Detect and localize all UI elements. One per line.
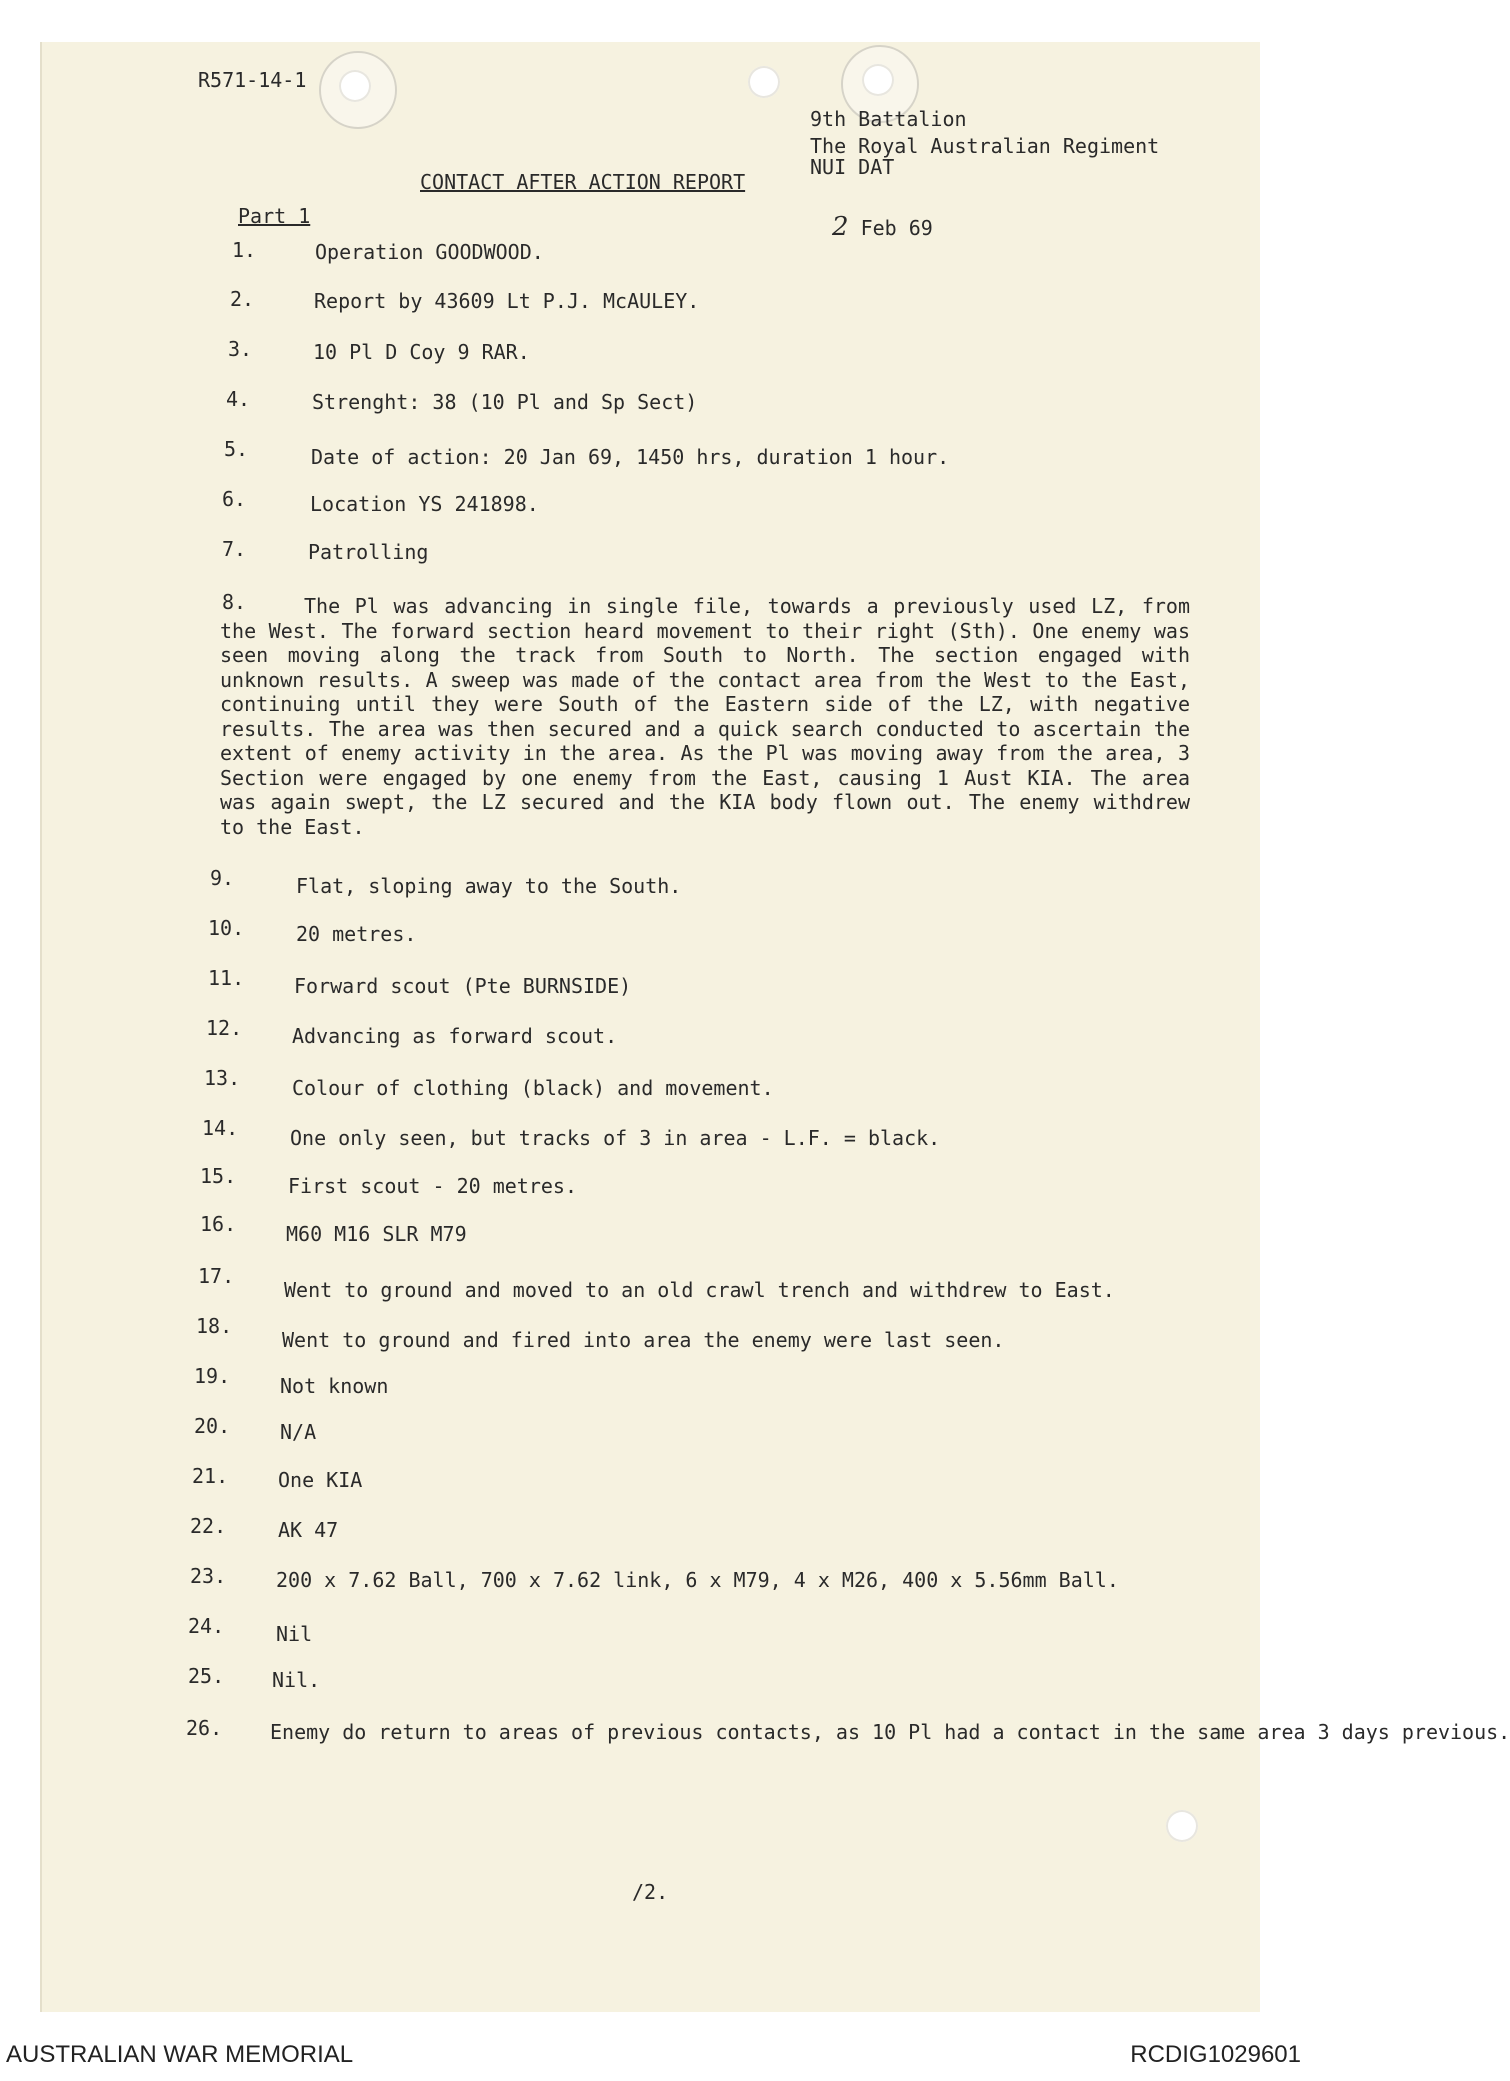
- unit-line-2: The Royal Australian Regiment: [810, 134, 1160, 158]
- item-number: 6.: [222, 487, 247, 511]
- punch-hole: [339, 70, 371, 102]
- item-text: 20 metres.: [296, 922, 417, 946]
- item-text: Went to ground and moved to an old crawl trench and withdrew to East.: [284, 1278, 1115, 1302]
- item-paragraph: The Pl was advancing in single file, towards a previously used LZ, from the West. The forward section heard movement to their right (Sth). One enemy was seen moving along the track from South to North. The section engaged with unknown results. A sweep was made of the contact area from the West to the East, continuing until they were South of the Eastern side of the LZ, with negative results. The area was then secured and a quick search conducted to ascertain the extent of enemy activity in the area. As the Pl was moving away from the area, 3 Section were engaged by one enemy from the East, causing 1 Aust KIA. The area was again swept, the LZ secured and the KIA body flown out. The enemy withdrew to the East.: [220, 594, 1190, 839]
- item-text: First scout - 20 metres.: [288, 1174, 577, 1198]
- item-number: 4.: [226, 387, 251, 411]
- item-number: 21.: [192, 1464, 229, 1488]
- item-number: 5.: [224, 437, 249, 461]
- item-text: AK 47: [278, 1518, 339, 1542]
- item-text: Colour of clothing (black) and movement.: [292, 1076, 774, 1100]
- item-text: Not known: [280, 1374, 389, 1398]
- item-number: 9.: [210, 866, 235, 890]
- item-text: Went to ground and fired into area the enemy were last seen.: [282, 1328, 1005, 1352]
- item-text: Nil.: [272, 1668, 321, 1692]
- unit-line-1: 9th Battalion: [810, 107, 967, 131]
- item-number: 10.: [208, 916, 245, 940]
- punch-hole: [862, 64, 894, 96]
- item-text: Forward scout (Pte BURNSIDE): [294, 974, 632, 998]
- unit-line-3: NUI DAT: [810, 155, 895, 179]
- item-text: Flat, sloping away to the South.: [296, 874, 682, 898]
- item-number: 7.: [222, 537, 247, 561]
- item-number: 25.: [188, 1664, 225, 1688]
- item-number: 16.: [200, 1212, 237, 1236]
- item-text: M60 M16 SLR M79: [286, 1222, 467, 1246]
- item-text: N/A: [280, 1420, 317, 1444]
- item-text: Nil: [276, 1622, 313, 1646]
- item-text: Advancing as forward scout.: [292, 1024, 618, 1048]
- item-number: 22.: [190, 1514, 227, 1538]
- punch-hole: [748, 66, 780, 98]
- item-text: Operation GOODWOOD.: [315, 240, 544, 264]
- item-text: Date of action: 20 Jan 69, 1450 hrs, duration 1 hour.: [311, 445, 950, 469]
- item-number: 2.: [230, 287, 255, 311]
- footer-record-id: RCDIG1029601: [1130, 2041, 1301, 2068]
- item-number: 19.: [194, 1364, 231, 1388]
- item-number: 24.: [188, 1614, 225, 1638]
- item-number: 17.: [198, 1264, 235, 1288]
- item-text: Strenght: 38 (10 Pl and Sp Sect): [312, 390, 698, 414]
- item-number: 13.: [204, 1066, 241, 1090]
- report-title: CONTACT AFTER ACTION REPORT: [420, 170, 746, 194]
- item-number: 23.: [190, 1564, 227, 1588]
- item-number: 20.: [194, 1414, 231, 1438]
- item-number: 14.: [202, 1116, 239, 1140]
- item-text: One only seen, but tracks of 3 in area - L.F. = black.: [290, 1126, 941, 1150]
- report-date: [832, 212, 933, 242]
- item-number: 3.: [228, 337, 253, 361]
- item-text: Location YS 241898.: [310, 492, 539, 516]
- item-text: One KIA: [278, 1468, 363, 1492]
- file-reference: R571-14-1: [198, 68, 307, 92]
- footer-archive-name: AUSTRALIAN WAR MEMORIAL: [6, 2041, 354, 2068]
- item-number: 26.: [186, 1716, 223, 1740]
- item-text: Report by 43609 Lt P.J. McAULEY.: [314, 289, 700, 313]
- item-number: 11.: [208, 966, 245, 990]
- item-text: 10 Pl D Coy 9 RAR.: [313, 340, 530, 364]
- punch-hole: [1166, 1810, 1198, 1842]
- item-number: 18.: [196, 1314, 233, 1338]
- date-month-year: Feb 69: [860, 216, 933, 240]
- item-number: 1.: [232, 238, 257, 262]
- item-number: 12.: [206, 1016, 243, 1040]
- continuation-marker: /2.: [632, 1880, 669, 1904]
- item-number: 15.: [200, 1164, 237, 1188]
- item-text: Enemy do return to areas of previous contacts, as 10 Pl had a contact in the same area 3 days previous.: [270, 1720, 1510, 1744]
- handwritten-day: 2: [832, 212, 849, 242]
- part-heading: Part 1: [238, 204, 311, 228]
- item-text: 200 x 7.62 Ball, 700 x 7.62 link, 6 x M79, 4 x M26, 400 x 5.56mm Ball.: [276, 1568, 1119, 1592]
- item-number: 8.: [222, 590, 247, 614]
- item-text: Patrolling: [308, 540, 429, 564]
